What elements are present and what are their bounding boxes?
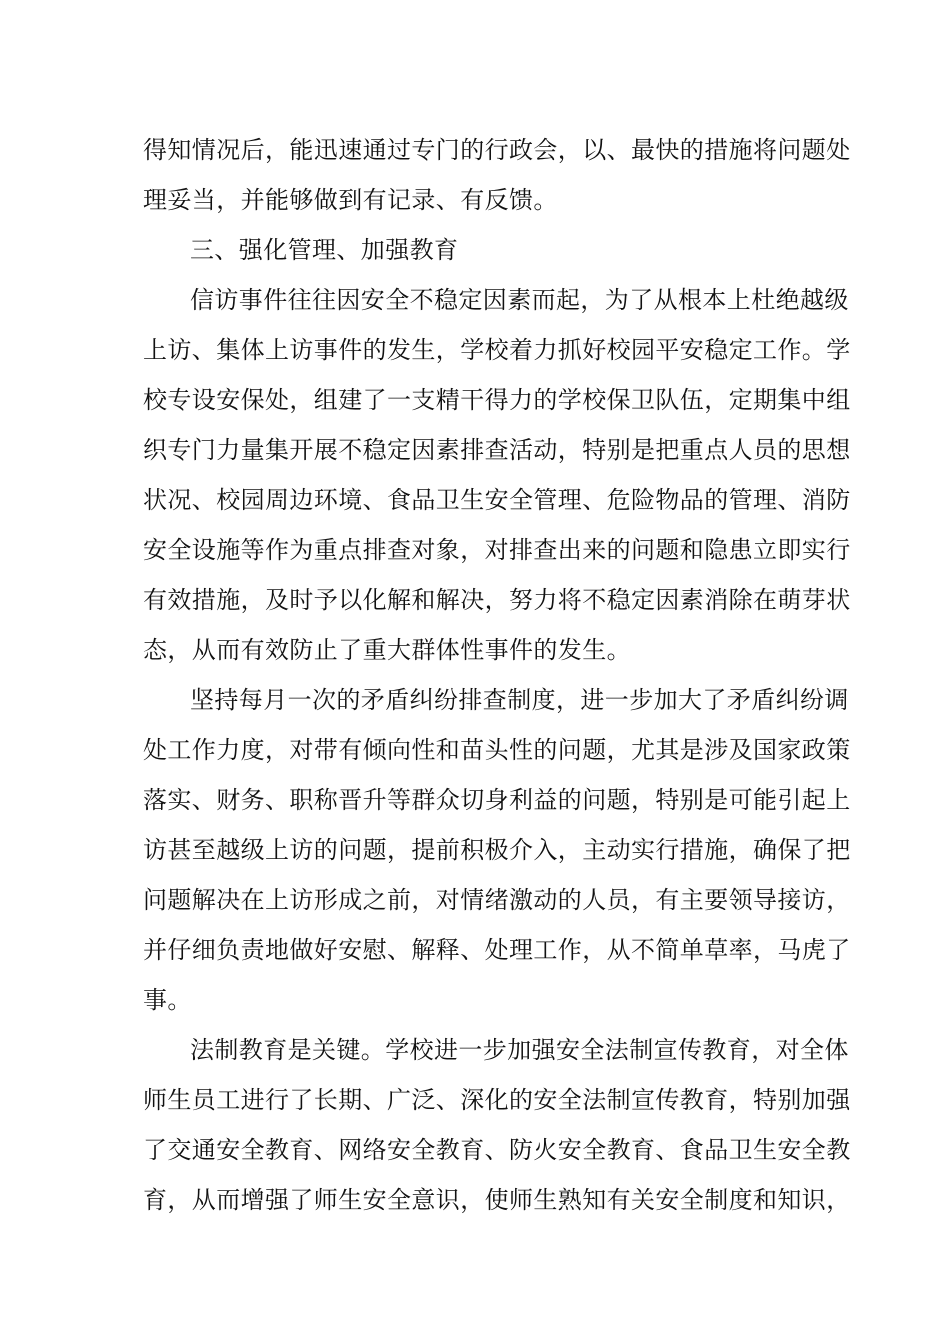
text-line: 理妥当，并能够做到有记录、有反馈。 — [143, 186, 558, 214]
text-line: 法制教育是关键。学校进一步加强安全法制宣传教育，对全体 — [190, 1036, 849, 1064]
section-heading: 三、强化管理、加强教育 — [190, 236, 459, 264]
text-line: 坚持每月一次的矛盾纠纷排查制度，进一步加大了矛盾纠纷调 — [190, 686, 849, 714]
text-line: 访甚至越级上访的问题，提前积极介入，主动实行措施，确保了把 — [143, 836, 851, 864]
text-line: 并仔细负责地做好安慰、解释、处理工作，从不简单草率，马虎了 — [143, 936, 851, 964]
text-line: 事。 — [143, 986, 192, 1014]
text-line: 状况、校园周边环境、食品卫生安全管理、危险物品的管理、消防 — [143, 486, 851, 514]
text-line: 校专设安保处，组建了一支精干得力的学校保卫队伍，定期集中组 — [143, 386, 851, 414]
text-line: 信访事件往往因安全不稳定因素而起，为了从根本上杜绝越级 — [190, 286, 849, 314]
text-line: 问题解决在上访形成之前，对情绪激动的人员，有主要领导接访， — [143, 886, 851, 914]
text-line: 得知情况后，能迅速通过专门的行政会，以、最快的措施将问题处 — [143, 136, 851, 164]
text-line: 织专门力量集开展不稳定因素排查活动，特别是把重点人员的思想 — [143, 436, 851, 464]
text-line: 态，从而有效防止了重大群体性事件的发生。 — [143, 636, 631, 664]
text-line: 了交通安全教育、网络安全教育、防火安全教育、食品卫生安全教 — [143, 1136, 851, 1164]
text-line: 有效措施，及时予以化解和解决，努力将不稳定因素消除在萌芽状 — [143, 586, 851, 614]
text-line: 育，从而增强了师生安全意识，使师生熟知有关安全制度和知识， — [143, 1186, 851, 1214]
text-line: 处工作力度，对带有倾向性和苗头性的问题，尤其是涉及国家政策 — [143, 736, 851, 764]
text-line: 安全设施等作为重点排查对象，对排查出来的问题和隐患立即实行 — [143, 536, 851, 564]
text-line: 落实、财务、职称晋升等群众切身利益的问题，特别是可能引起上 — [143, 786, 851, 814]
text-line: 师生员工进行了长期、广泛、深化的安全法制宣传教育，特别加强 — [143, 1086, 851, 1114]
text-line: 上访、集体上访事件的发生，学校着力抓好校园平安稳定工作。学 — [143, 336, 851, 364]
